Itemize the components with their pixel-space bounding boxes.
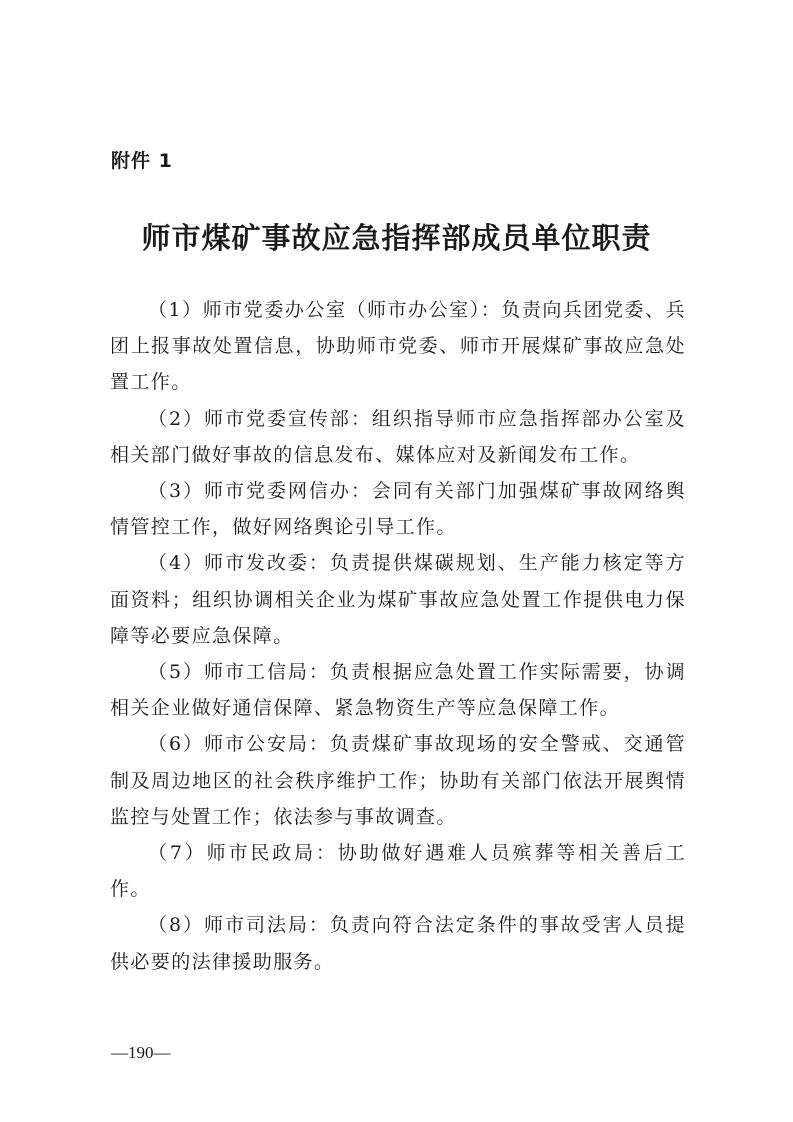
duty-paragraph-7: （7）师市民政局：协助做好遇难人员殡葬等相关善后工作。 xyxy=(110,842,686,901)
duty-paragraph-2: （2）师市党委宣传部：组织指导师市应急指挥部办公室及相关部门做好事故的信息发布、媒体应对及新闻发布工作。 xyxy=(110,407,686,466)
duty-paragraph-4: （4）师市发改委：负责提供煤碳规划、生产能力核定等方面资料；组织协调相关企业为煤矿事故应急处置工作提供电力保障等必要应急保障。 xyxy=(110,552,686,647)
attachment-label: 附件 1 xyxy=(111,150,173,172)
document-title: 师市煤矿事故应急指挥部成员单位职责 xyxy=(141,221,652,255)
duty-paragraph-8: （8）师市司法局：负责向符合法定条件的事故受害人员提供必要的法律援助服务。 xyxy=(110,914,686,973)
duty-paragraph-3: （3）师市党委网信办：会同有关部门加强煤矿事故网络舆情管控工作，做好网络舆论引导工作。 xyxy=(110,480,686,539)
duty-paragraph-5: （5）师市工信局：负责根据应急处置工作实际需要，协调相关企业做好通信保障、紧急物资生产等应急保障工作。 xyxy=(110,661,686,720)
page-number: —190— xyxy=(111,1043,171,1062)
duty-paragraph-1: （1）师市党委办公室（师市办公室）：负责向兵团党委、兵团上报事故处置信息，协助师市党委、师市开展煤矿事故应急处置工作。 xyxy=(110,299,686,394)
document-body xyxy=(110,292,686,980)
duty-paragraph-6: （6）师市公安局：负责煤矿事故现场的安全警戒、交通管制及周边地区的社会秩序维护工作；协助有关部门依法开展舆情监控与处置工作；依法参与事故调查。 xyxy=(110,733,686,828)
